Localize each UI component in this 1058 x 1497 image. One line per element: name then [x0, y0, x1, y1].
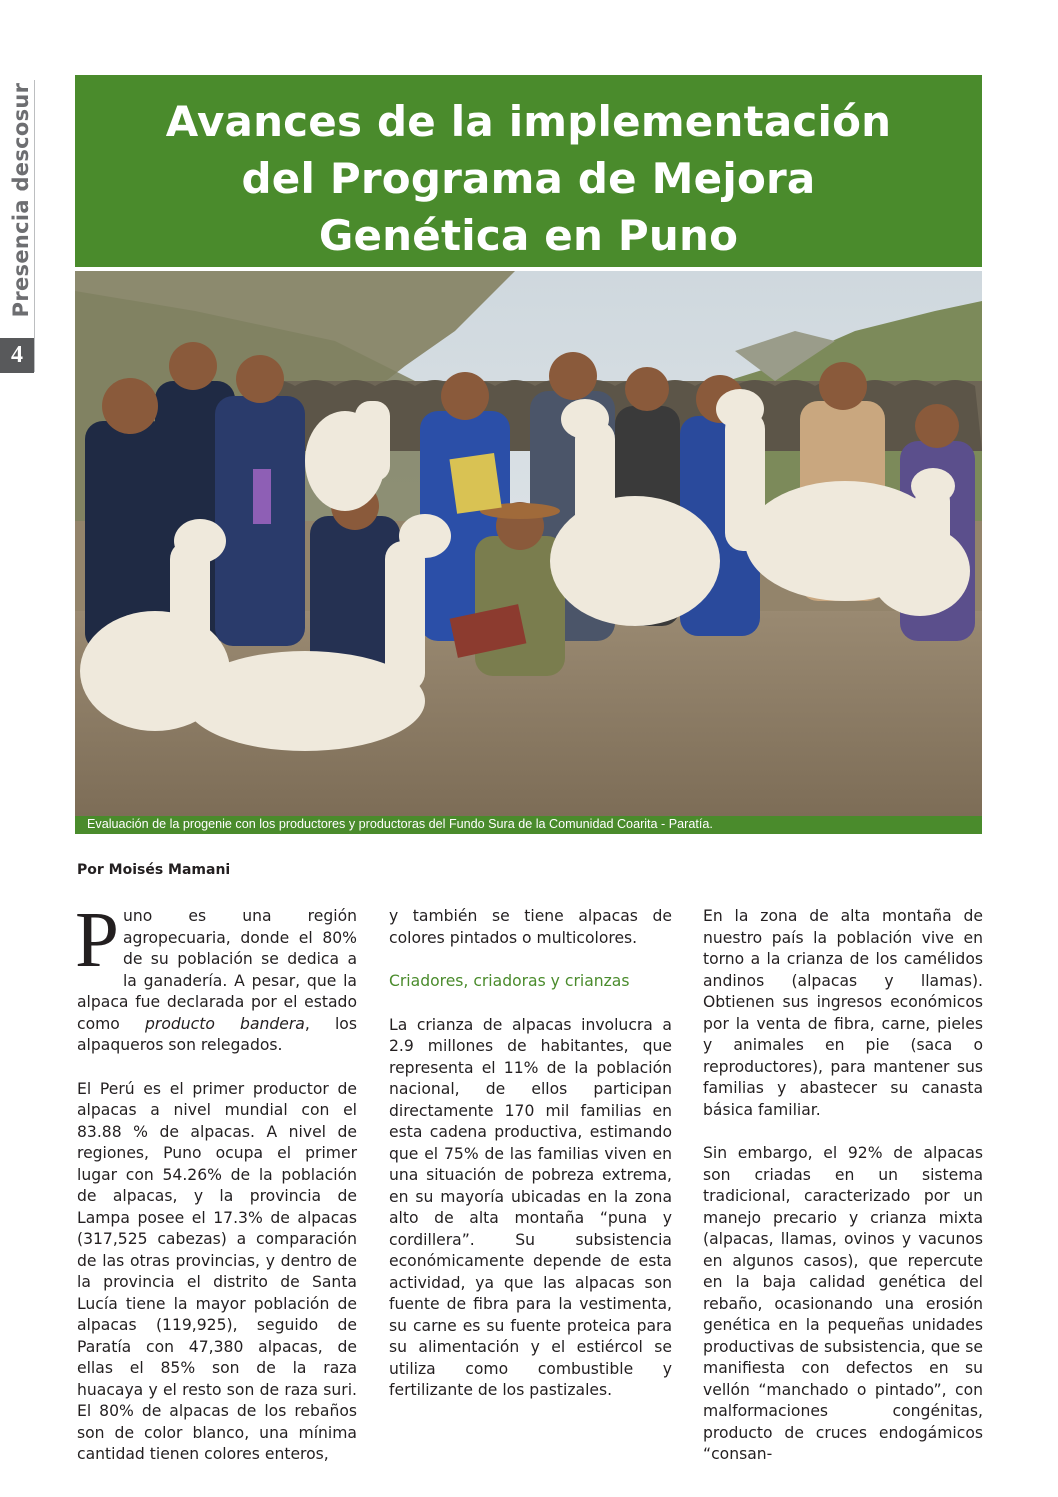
drop-cap: P: [75, 897, 119, 984]
photo-illustration: [75, 271, 982, 816]
section-subheading: Criadores, criadoras y crianzas: [389, 972, 630, 990]
paragraph-5: En la zona de alta montaña de nuestro país la población vive en torno a la crianza de los camélidos andinos (alpacas y llamas). Obtienen sus ingresos económicos por la venta de fibra, carne, pieles y animales en pie (saca o reproductores), para mantener sus familias y abastecer su canasta básica familiar.: [703, 907, 983, 1119]
title-banner: [75, 75, 982, 267]
title-line-3: Genética en Puno: [318, 211, 739, 260]
text-column-2: [389, 906, 672, 1424]
section-label: Presencia descosur: [9, 82, 33, 318]
text-column-1: [75, 897, 357, 1488]
byline: Por Moisés Mamani: [77, 862, 231, 878]
article-photo: [75, 271, 982, 816]
paragraph-6: Sin embargo, el 92% de alpacas son criadas en un sistema tradicional, caracterizado por un manejo precario y crianza mixta (alpacas, llamas, ovinos y vacunos en algunos casos), que repercute en la baja calidad genética del rebaño, ocasionando una erosión genética en la pequeñas unidades productivas de subsistencia, que se manifiesta con defectos en su vellón “manchado o pintado”, con malformaciones congénitas, producto de cruces endogámicos “consan-: [703, 1144, 983, 1463]
text-column-3: [703, 906, 983, 1488]
paragraph-1-text-b: , los alpaqueros son relegados.: [77, 1014, 357, 1054]
title-line-1: Avances de la implementación: [165, 97, 892, 146]
title-line-2: del Programa de Mejora: [241, 154, 816, 203]
article-title: [75, 75, 982, 264]
paragraph-2: El Perú es el primer productor de alpacas a nivel mundial con el 83.88 % de alpacas. A nivel de regiones, Puno ocupa el primer lugar con 54.26% de la población de alpacas, y la provincia de Lampa posee el 17.3% de alpacas (317,525 cabezas) a comparación de las otras provincias, y dentro de la provincia el distrito de Santa Lucía tiene la mayor población de alpacas (119,925), seguido de Paratía con 47,380 alpacas, de ellas el 85% son de la raza huacaya y el resto son de raza suri. El 80% de alpacas de los rebaños son de color blanco, una mínima cantidad tienen colores enteros,: [77, 1079, 357, 1463]
paragraph-4: La crianza de alpacas involucra a 2.9 millones de habitantes, que representa el 11% de la población nacional, de ellos participan directamente 170 mil familias en esta cadena productiva, estimando que el 75% de las familias viven en una situación de pobreza extrema, en su mayoría ubicadas en la zona alto de alta montaña “puna y cordillera”. Su subsistencia económicamente depende de esta actividad, ya que las alpacas son fuente de fibra para la vestimenta, su carne es su fuente proteica para su alimentación y el estiércol se utiliza como combustible y fertilizante de los pastizales.: [389, 1015, 672, 1399]
paragraph-1: [75, 897, 357, 1057]
photo-caption: Evaluación de la progenie con los productores y productoras del Fundo Sura de la Comunidad Coarita - Paratía.: [87, 817, 713, 831]
page-number: 4: [0, 338, 34, 373]
paragraph-1-italic: producto bandera: [145, 1014, 305, 1033]
paragraph-1-text-a: uno es una región agropecuaria, donde el 80% de su población se dedica a la ganadería. A pesar, que la alpaca fue declarada por el estado como: [77, 907, 357, 1033]
paragraph-3: y también se tiene alpacas de colores pintados o multicolores.: [389, 907, 672, 947]
